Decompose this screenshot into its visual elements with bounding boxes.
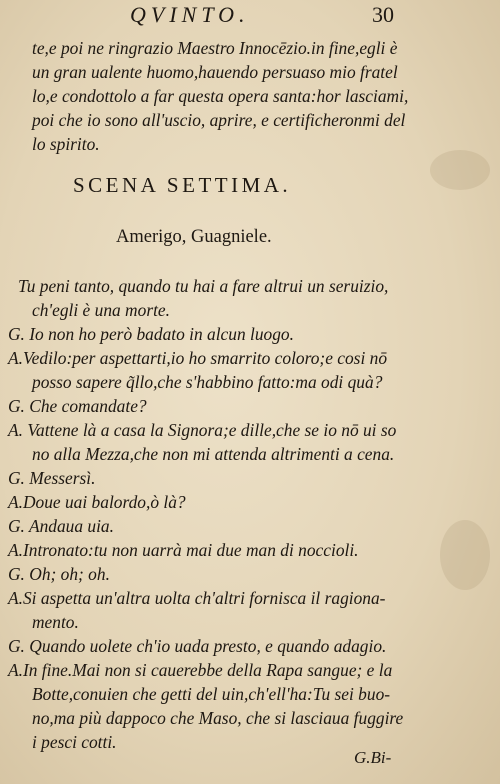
catchword: G.Bi- xyxy=(354,748,392,767)
running-title: QVINTO. xyxy=(130,2,250,27)
dialogue-line: mento. xyxy=(32,612,79,632)
dialogue-line: ch'egli è una morte. xyxy=(32,300,170,320)
dialogue-line: i pesci cotti. xyxy=(32,732,117,752)
dialogue-line: A.Doue uai balordo,ò là? xyxy=(8,492,186,512)
text-line: un gran ualente huomo,hauendo persuaso mio fratel xyxy=(32,62,398,82)
dialogue-line: no alla Mezza,che non mi attenda altrimenti a cena. xyxy=(32,444,395,464)
text-line: te,e poi ne ringrazio Maestro Innocēzio.in fine,egli è xyxy=(32,38,398,58)
dialogue-line: A. Vattene là a casa la Signora;e dille,che se io nō ui so xyxy=(8,420,397,440)
dialogue-line: Botte,conuien che getti del uin,ch'ell'ha:Tu sei buo- xyxy=(32,684,391,704)
dialogue-line: no,ma più dappoco che Maso, che si lasciaua fuggire xyxy=(32,708,404,728)
dialogue-line: A.Intronato:tu non uarrà mai due man di noccioli. xyxy=(8,540,359,560)
dialogue-line: G. Oh; oh; oh. xyxy=(8,564,110,584)
scene-heading: SCENA SETTIMA. xyxy=(73,173,292,197)
dialogue-line: posso sapere q̃llo,che s'habbino fatto:ma odi quà? xyxy=(32,372,383,392)
dialogue-line: G. Io non ho però badato in alcun luogo. xyxy=(8,324,294,344)
text-line: lo spirito. xyxy=(32,134,100,154)
dialogue-line: G. Andaua uia. xyxy=(8,516,114,536)
text-line: lo,e condottolo a far questa opera santa:hor lasciami, xyxy=(32,86,409,106)
page-number: 30 xyxy=(372,2,394,27)
dialogue-line: G. Che comandate? xyxy=(8,396,147,416)
dialogue-line: Tu peni tanto, quando tu hai a fare altrui un seruizio, xyxy=(18,276,389,296)
dialogue-line: A.Vedilo:per aspettarti,io ho smarrito coloro;e cosi nō xyxy=(8,348,388,368)
dialogue-line: A.Si aspetta un'altra uolta ch'altri fornisca il ragiona- xyxy=(8,588,386,608)
scene-characters: Amerigo, Guagniele. xyxy=(116,227,272,247)
dialogue-line: G. Quando uolete ch'io uada presto, e quando adagio. xyxy=(8,636,387,656)
dialogue-line: A.In fine.Mai non si cauerebbe della Rapa sangue; e la xyxy=(8,660,393,680)
dialogue-line: G. Messersì. xyxy=(8,468,96,488)
text-line: poi che io sono all'uscio, aprire, e certificheronmi del xyxy=(32,110,406,130)
